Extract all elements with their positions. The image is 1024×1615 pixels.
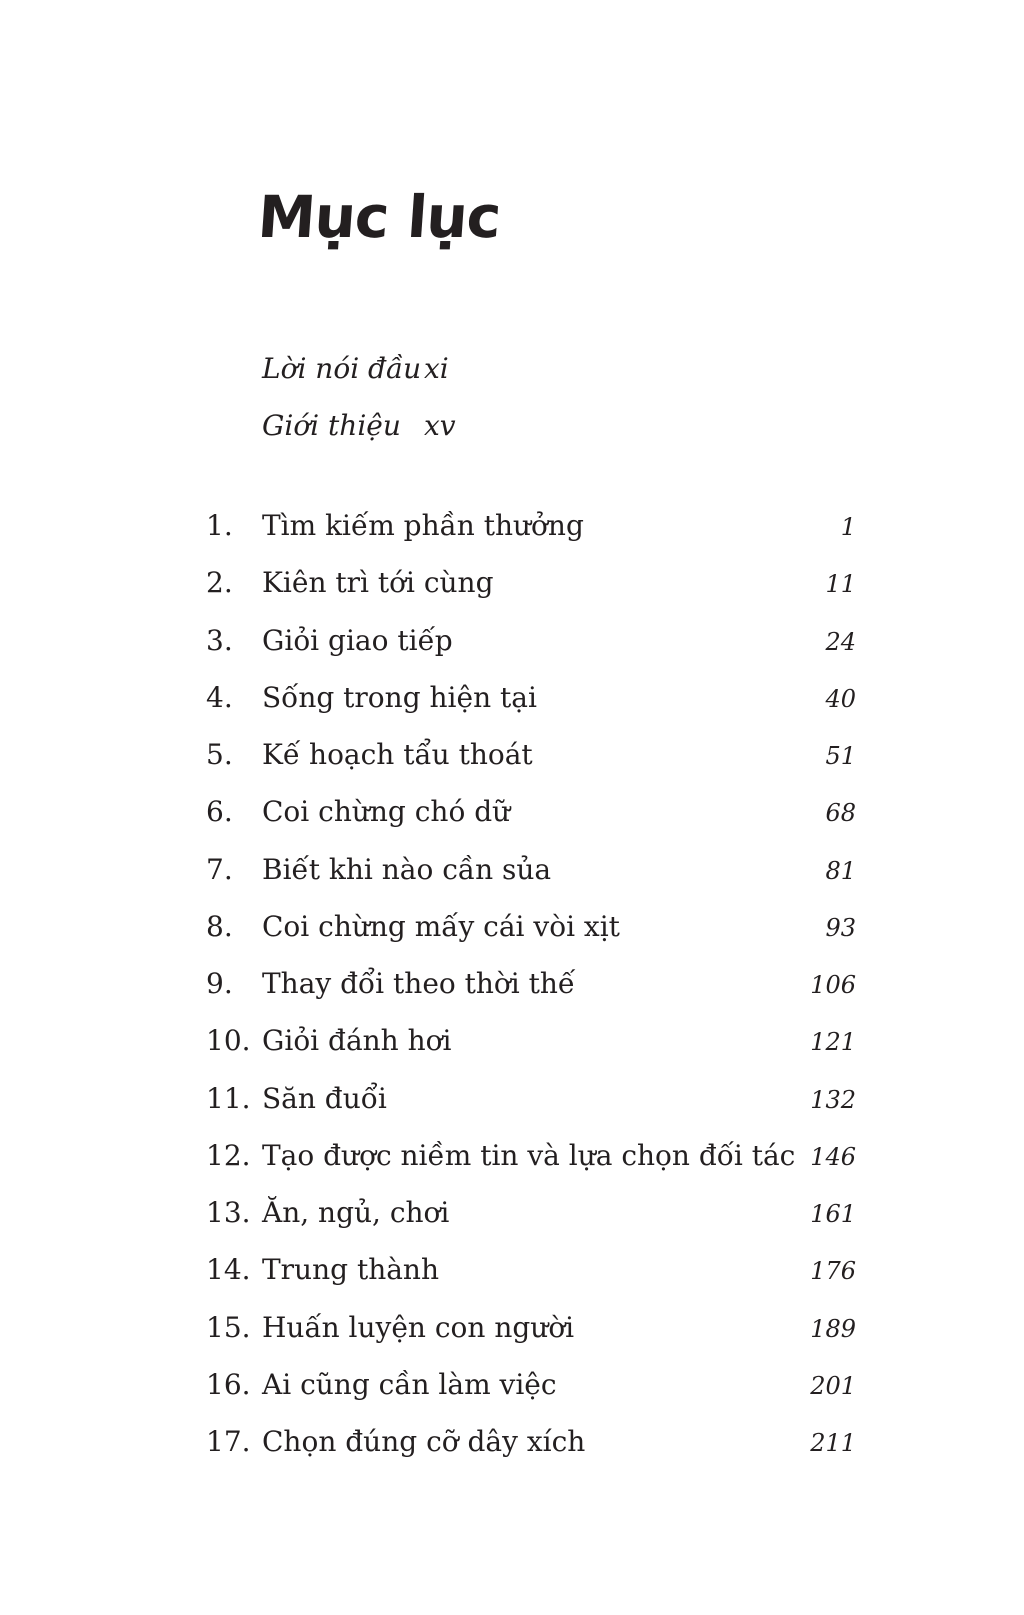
chapter-row[interactable]	[206, 967, 856, 1027]
chapter-row[interactable]	[206, 1367, 856, 1428]
chapter-page: 81	[825, 856, 856, 885]
chapter-row[interactable]	[206, 1425, 856, 1485]
chapter-number: 8.	[206, 909, 233, 943]
chapter-row[interactable]	[206, 1138, 856, 1199]
chapter-number: 10.	[206, 1024, 251, 1058]
chapter-row[interactable]	[206, 1024, 856, 1084]
chapter-row[interactable]	[206, 1310, 856, 1371]
chapter-page: 68	[825, 799, 856, 828]
chapter-page: 189	[810, 1314, 856, 1343]
chapter-number: 17.	[206, 1425, 251, 1458]
chapter-title: Tìm kiếm phần thưởng	[262, 509, 584, 542]
chapter-title: Coi chừng mấy cái vòi xịt	[262, 909, 620, 943]
chapter-number: 16.	[206, 1367, 251, 1401]
chapter-row[interactable]	[206, 909, 856, 970]
chapter-row[interactable]	[206, 1196, 856, 1256]
chapter-page: 211	[810, 1429, 856, 1457]
chapter-number: 15.	[206, 1310, 251, 1344]
chapter-title: Trung thành	[262, 1253, 439, 1287]
chapter-title: Tạo được niềm tin và lựa chọn đối tác	[262, 1138, 796, 1172]
chapter-title: Coi chừng chó dữ	[262, 795, 511, 829]
chapter-title: Sống trong hiện tại	[262, 680, 537, 714]
front-matter-page: xi	[424, 352, 449, 385]
chapter-title: Ai cũng cần làm việc	[262, 1367, 557, 1401]
chapter-number: 13.	[206, 1196, 251, 1229]
chapter-row[interactable]	[206, 680, 856, 741]
chapter-page: 146	[810, 1142, 856, 1171]
chapter-row[interactable]	[206, 738, 856, 798]
chapter-page: 51	[825, 742, 856, 770]
chapter-page: 176	[810, 1257, 856, 1286]
chapter-page: 201	[810, 1371, 856, 1400]
page-title: Mục lục	[255, 183, 503, 251]
chapter-title: Biết khi nào cần sủa	[262, 852, 552, 886]
chapter-title: Kiên trì tới cùng	[262, 566, 494, 600]
chapter-page: 24	[825, 627, 856, 656]
chapter-number: 11.	[206, 1081, 251, 1115]
chapter-row[interactable]	[206, 1253, 856, 1313]
chapter-list	[206, 509, 856, 1485]
chapter-title: Giỏi đánh hơi	[262, 1024, 452, 1058]
chapter-title: Chọn đúng cỡ dây xích	[262, 1425, 586, 1458]
chapter-title: Kế hoạch tẩu thoát	[262, 738, 533, 771]
chapter-row[interactable]	[206, 566, 856, 626]
chapter-number: 3.	[206, 623, 233, 657]
chapter-number: 9.	[206, 967, 233, 1000]
chapter-page: 121	[810, 1028, 856, 1057]
chapter-row[interactable]	[206, 852, 856, 913]
chapter-title: Thay đổi theo thời thế	[262, 967, 576, 1000]
chapter-page: 40	[825, 684, 856, 713]
chapter-page: 161	[810, 1200, 856, 1228]
chapter-page: 93	[825, 913, 856, 942]
chapter-number: 6.	[206, 795, 233, 829]
front-matter-label: Giới thiệu	[262, 409, 401, 442]
chapter-number: 12.	[206, 1138, 251, 1172]
chapter-row[interactable]	[206, 623, 856, 684]
chapter-title: Săn đuổi	[262, 1081, 387, 1115]
front-matter-label: Lời nói đầu	[262, 352, 422, 385]
chapter-page: 132	[810, 1085, 856, 1114]
chapter-title: Ăn, ngủ, chơi	[262, 1196, 450, 1229]
chapter-row[interactable]	[206, 509, 856, 569]
chapter-row[interactable]	[206, 795, 856, 855]
chapter-number: 14.	[206, 1253, 251, 1287]
chapter-number: 4.	[206, 680, 233, 714]
chapter-row[interactable]	[206, 1081, 856, 1142]
chapter-page: 1	[840, 513, 856, 541]
chapter-page: 106	[810, 971, 856, 999]
front-matter-page: xv	[424, 409, 456, 442]
chapter-title: Huấn luyện con người	[262, 1310, 575, 1344]
chapter-number: 2.	[206, 566, 233, 600]
chapter-number: 5.	[206, 738, 233, 771]
chapter-number: 7.	[206, 852, 233, 886]
chapter-title: Giỏi giao tiếp	[262, 623, 453, 657]
chapter-number: 1.	[206, 509, 233, 542]
chapter-page: 11	[825, 570, 856, 599]
